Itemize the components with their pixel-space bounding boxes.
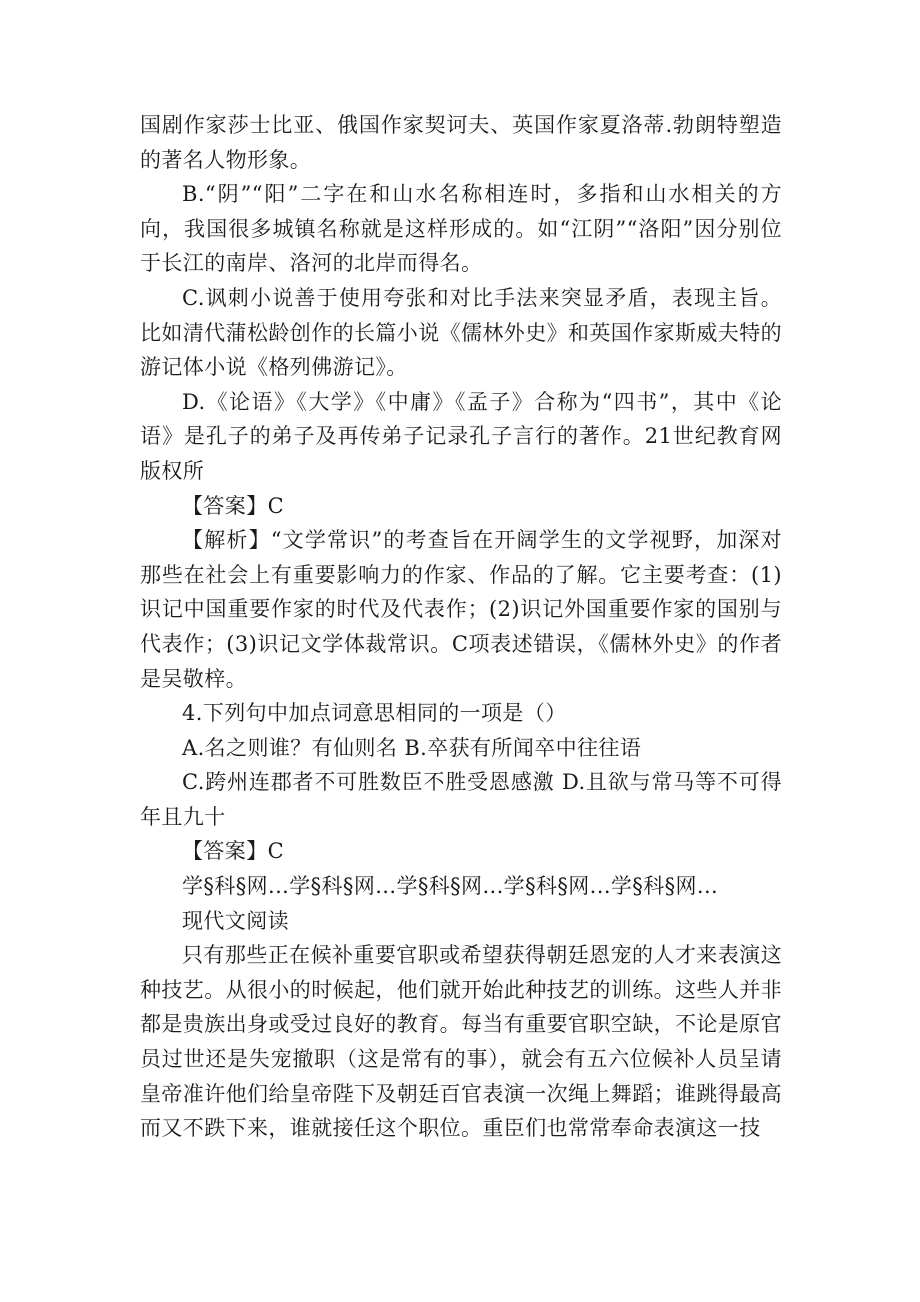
section-heading: 现代文阅读	[182, 908, 289, 933]
question-4-options-cd: C.跨州连郡者不可胜数臣不胜受恩感激 D.且欲与常马等不可得年且九十	[140, 770, 782, 829]
reading-passage: 只有那些正在候补重要官职或希望获得朝廷恩宠的人才来表演这种技艺。从很小的时候起，他们就开始此种技艺的训练。这些人并非都是贵族出身或受过良好的教育。每当有重要官职空缺，不论是原官员过世还是失宠撤职（这是常有的事），就会有五六位候补人员呈请皇帝准许他们给皇帝陛下及朝廷百官表演一次绳上舞蹈；谁跳得最高而又不跌下来，谁就接任这个职位。重臣们也常常奉命表演这一技	[140, 943, 782, 1141]
analysis-paragraph: 【解析】“文学常识”的考查旨在开阔学生的文学视野，加深对那些在社会上有重要影响力的作家、作品的了解。它主要考查：(1)识记中国重要作家的时代及代表作；(2)识记外国重要作家的国别与代表作；(3)识记文学体裁常识。C项表述错误，《儒林外史》的作者是吴敬梓。	[140, 528, 782, 691]
paragraph-continuation: 国剧作家莎士比亚、俄国作家契诃夫、英国作家夏洛蒂.勃朗特塑造的著名人物形象。	[140, 113, 782, 172]
watermark-line: 学§科§网...学§科§网...学§科§网...学§科§网...学§科§网...	[182, 874, 719, 899]
option-c-paragraph: C.讽刺小说善于使用夸张和对比手法来突显矛盾，表现主旨。比如清代蒲松龄创作的长篇小说《儒林外史》和英国作家斯威夫特的游记体小说《格列佛游记》。	[140, 285, 782, 380]
answer-label-2: 【答案】C	[182, 839, 285, 864]
option-d-paragraph: D.《论语》《大学》《中庸》《孟子》合称为“四书”，其中《论语》是孔子的弟子及再传弟子记录孔子言行的著作。21世纪教育网版权所	[140, 389, 782, 483]
answer-label: 【答案】C	[182, 493, 285, 518]
document-page	[140, 108, 782, 1146]
question-4-options-ab: A.名之则谁？有仙则名 B.卒获有所闻卒中往往语	[182, 735, 642, 760]
question-4: 4.下列句中加点词意思相同的一项是（）	[182, 701, 567, 726]
option-b-paragraph: B.“阴”“阳”二字在和山水名称相连时，多指和山水相关的方向，我国很多城镇名称就是这样形成的。如“江阴”“洛阳”因分别位于长江的南岸、洛河的北岸而得名。	[140, 182, 782, 276]
